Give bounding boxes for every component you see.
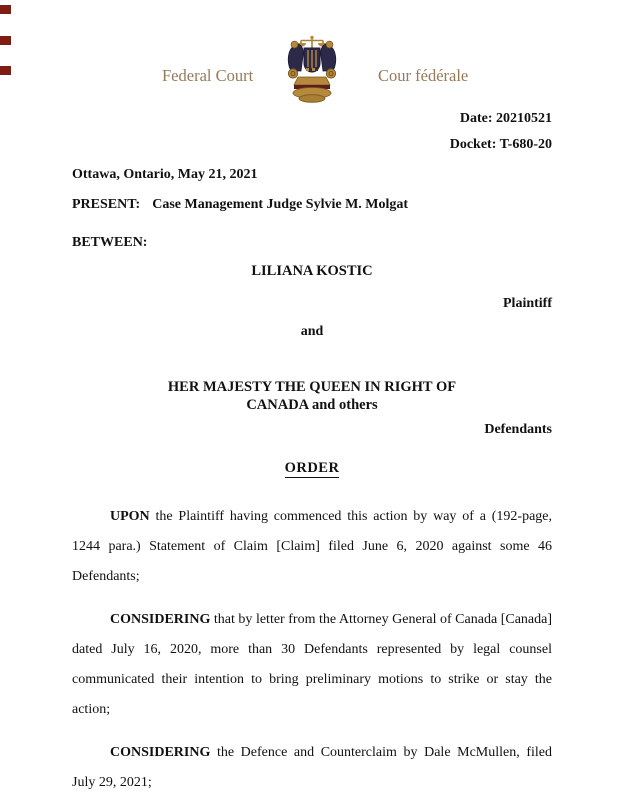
order-heading — [72, 460, 552, 477]
paragraph-lead: UPON — [110, 509, 150, 524]
cour-federale-title: Cour fédérale — [378, 66, 469, 85]
docket-line: Docket: T-680-20 — [449, 137, 552, 152]
paragraph-lead: CONSIDERING — [110, 745, 211, 760]
paragraph-text: the Defence and Counterclaim by Dale McMullen, filed July 29, 2021; — [72, 745, 552, 790]
plaintiff-role-label: Plaintiff — [503, 296, 552, 311]
place-date-line: Ottawa, Ontario, May 21, 2021 — [72, 167, 258, 182]
paragraph-lead: CONSIDERING — [110, 612, 211, 627]
order-paragraph — [72, 502, 552, 592]
checker-band — [306, 68, 318, 71]
court-header — [0, 0, 624, 110]
defendants-name-line2: CANADA and others — [246, 397, 378, 413]
order-paragraph — [72, 738, 552, 798]
order-paragraph — [72, 605, 552, 725]
present-label: PRESENT: — [72, 197, 141, 212]
federal-court-title: Federal Court — [162, 66, 254, 85]
plaintiff-name: LILIANA KOSTIC — [251, 263, 373, 279]
order-heading-text: ORDER — [284, 460, 340, 476]
paragraph-text: that by letter from the Attorney General of Canada [Canada] dated July 16, 2020, more than 30 Defendants represented by legal counsel communicated their intention to bring preliminary motions to strike or stay the action; — [72, 612, 552, 717]
defendants-name — [72, 378, 552, 414]
paragraph-text: the Plaintiff having commenced this action by way of a (192-page, 1244 para.) Statement of Claim [Claim] filed June 6, 2020 against some 46 Defendants; — [72, 509, 552, 584]
document-body — [72, 110, 552, 798]
coat-of-arms-emblem — [284, 35, 340, 103]
present-line — [72, 196, 552, 213]
date-line: Date: 20210521 — [459, 111, 552, 126]
and-conjunction: and — [300, 324, 324, 339]
defendants-name-line1: HER MAJESTY THE QUEEN IN RIGHT OF — [167, 379, 457, 395]
defendants-role-label: Defendants — [484, 422, 552, 437]
present-value: Case Management Judge Sylvie M. Molgat — [152, 197, 409, 212]
between-label: BETWEEN: — [72, 235, 148, 250]
